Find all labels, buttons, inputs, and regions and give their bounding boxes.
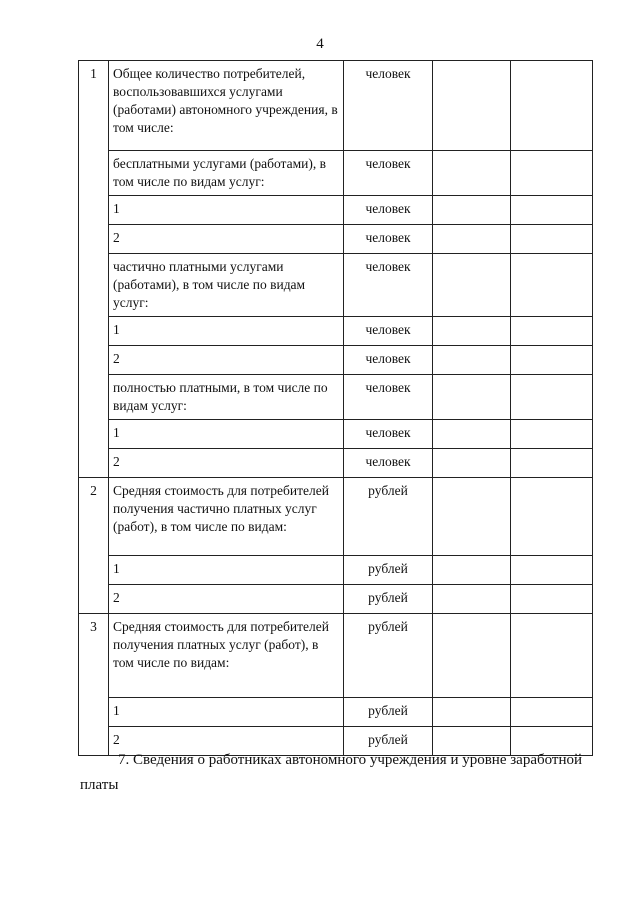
unit-cell: человек — [344, 449, 433, 478]
section-7-heading-continued: платы — [80, 777, 119, 793]
indicator-cell: Средняя стоимость для потребителей получения частично платных услуг (работ), в том числе по видам: — [109, 478, 344, 556]
row-number-cell: 1 — [79, 61, 109, 478]
value-cell-1 — [433, 375, 511, 420]
value-cell-1 — [433, 698, 511, 727]
row-number-cell: 2 — [79, 478, 109, 614]
value-cell-1 — [433, 556, 511, 585]
value-cell-1 — [433, 196, 511, 225]
table-row — [79, 151, 593, 196]
value-cell-2 — [511, 317, 593, 346]
table-row — [79, 225, 593, 254]
value-cell-2 — [511, 449, 593, 478]
value-cell-2 — [511, 556, 593, 585]
value-cell-1 — [433, 449, 511, 478]
value-cell-2 — [511, 151, 593, 196]
unit-cell: человек — [344, 375, 433, 420]
unit-cell: человек — [344, 196, 433, 225]
value-cell-1 — [433, 585, 511, 614]
value-cell-1 — [433, 61, 511, 151]
value-cell-1 — [433, 225, 511, 254]
table-row — [79, 478, 593, 556]
table-row — [79, 698, 593, 727]
indicator-cell: полностью платными, в том числе по видам услуг: — [109, 375, 344, 420]
value-cell-1 — [433, 346, 511, 375]
unit-cell: человек — [344, 317, 433, 346]
value-cell-2 — [511, 196, 593, 225]
row-number-cell: 3 — [79, 614, 109, 756]
indicator-cell: 1 — [109, 317, 344, 346]
indicator-cell: 1 — [109, 698, 344, 727]
page-number: 4 — [316, 36, 324, 52]
unit-cell: рублей — [344, 478, 433, 556]
table-row — [79, 449, 593, 478]
indicator-cell: Общее количество потребителей, воспользовавшихся услугами (работами) автономного учреждения, в том числе: — [109, 61, 344, 151]
unit-cell: рублей — [344, 556, 433, 585]
unit-cell: рублей — [344, 727, 433, 756]
unit-cell: рублей — [344, 614, 433, 698]
unit-cell: человек — [344, 346, 433, 375]
table-row — [79, 614, 593, 698]
unit-cell: человек — [344, 420, 433, 449]
value-cell-2 — [511, 478, 593, 556]
value-cell-2 — [511, 346, 593, 375]
indicator-cell: 2 — [109, 225, 344, 254]
indicator-cell: 1 — [109, 420, 344, 449]
unit-cell: человек — [344, 225, 433, 254]
value-cell-2 — [511, 61, 593, 151]
unit-cell: рублей — [344, 698, 433, 727]
indicator-cell: 2 — [109, 449, 344, 478]
indicator-cell: 1 — [109, 556, 344, 585]
value-cell-2 — [511, 375, 593, 420]
value-cell-1 — [433, 317, 511, 346]
indicator-cell: 1 — [109, 196, 344, 225]
unit-cell: рублей — [344, 585, 433, 614]
indicator-cell: Средняя стоимость для потребителей получения платных услуг (работ), в том числе по видам: — [109, 614, 344, 698]
table-row — [79, 375, 593, 420]
table-row — [79, 556, 593, 585]
value-cell-2 — [511, 585, 593, 614]
value-cell-1 — [433, 254, 511, 317]
report-table — [78, 60, 593, 756]
value-cell-2 — [511, 225, 593, 254]
table-row — [79, 254, 593, 317]
value-cell-2 — [511, 614, 593, 698]
indicator-cell: 2 — [109, 727, 344, 756]
value-cell-1 — [433, 420, 511, 449]
unit-cell: человек — [344, 254, 433, 317]
table-row — [79, 585, 593, 614]
table-row — [79, 346, 593, 375]
indicator-cell: частично платными услугами (работами), в том числе по видам услуг: — [109, 254, 344, 317]
indicator-cell: бесплатными услугами (работами), в том числе по видам услуг: — [109, 151, 344, 196]
table-row — [79, 420, 593, 449]
unit-cell: человек — [344, 151, 433, 196]
table-row — [79, 61, 593, 151]
indicator-cell: 2 — [109, 585, 344, 614]
value-cell-1 — [433, 478, 511, 556]
table-row — [79, 317, 593, 346]
value-cell-2 — [511, 698, 593, 727]
section-7-heading: 7. Сведения о работниках автономного учреждения и уровне заработной — [118, 752, 583, 768]
value-cell-1 — [433, 151, 511, 196]
value-cell-2 — [511, 254, 593, 317]
value-cell-2 — [511, 420, 593, 449]
unit-cell: человек — [344, 61, 433, 151]
indicator-cell: 2 — [109, 346, 344, 375]
table-row — [79, 196, 593, 225]
value-cell-1 — [433, 614, 511, 698]
